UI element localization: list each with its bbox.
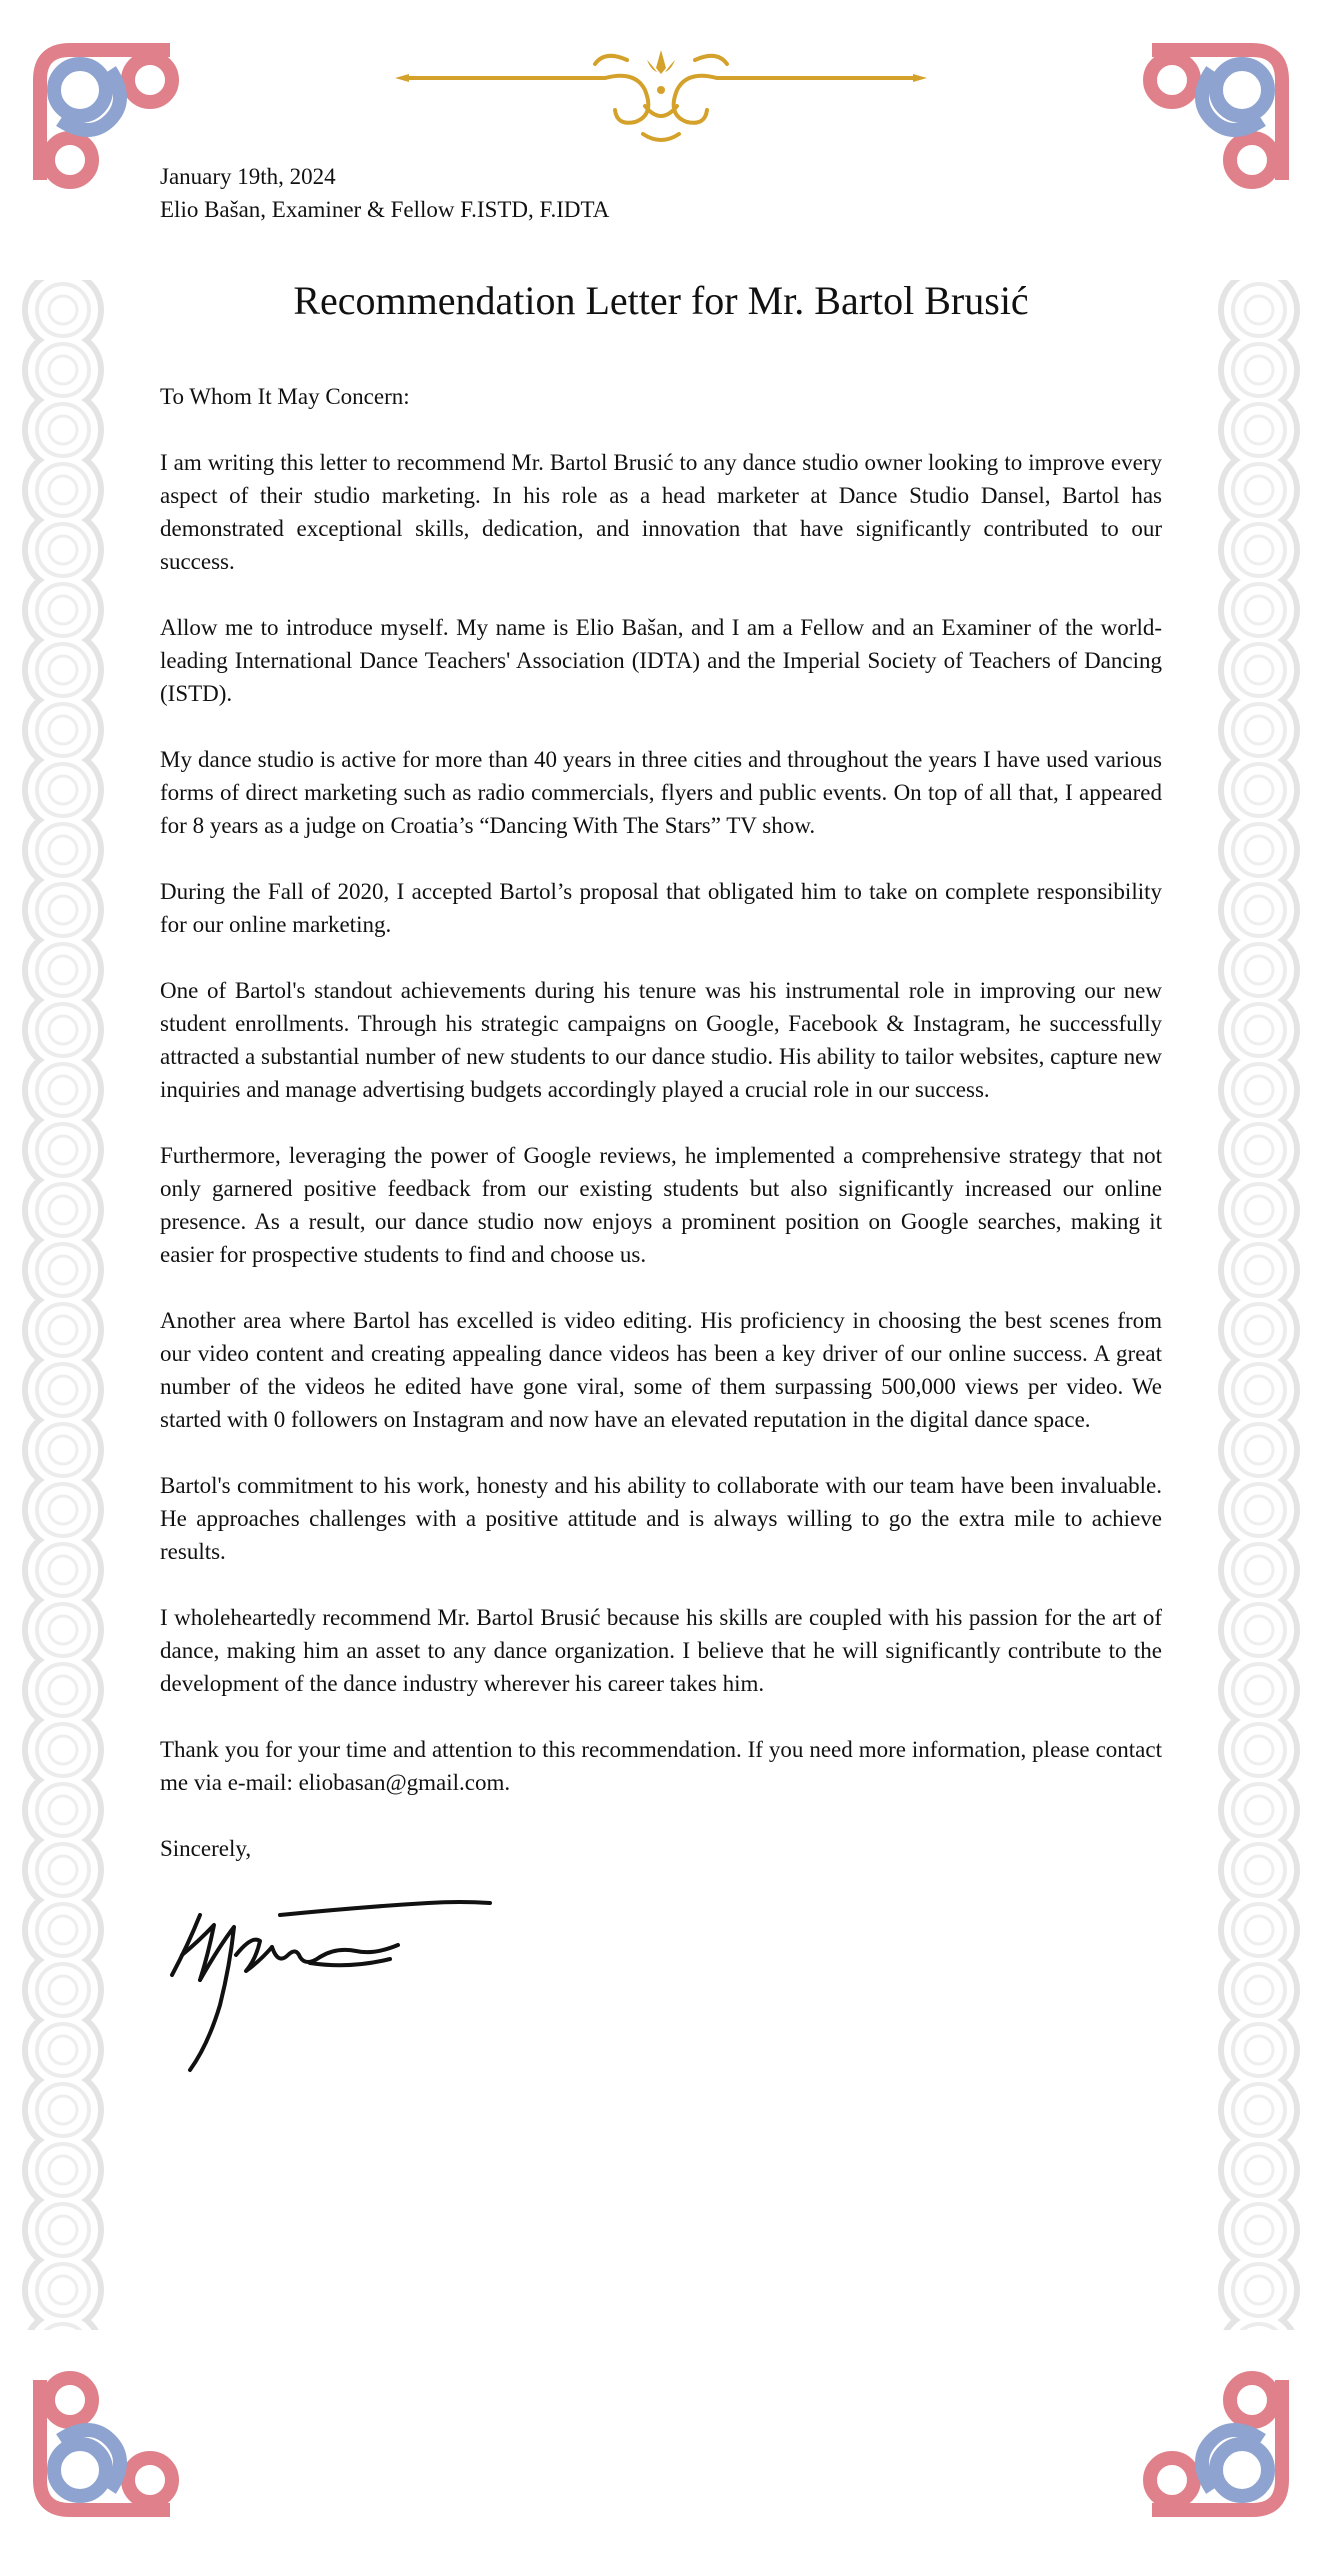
gold-flourish-icon: [395, 30, 927, 150]
paragraph: Bartol's commitment to his work, honesty and his ability to collaborate with our team have been invaluable. He approaches challenges with a positive attitude and is always willing to go the extra mile to achieve results.: [160, 1473, 1162, 1564]
paragraph: Another area where Bartol has excelled is video editing. His proficiency in choosing the best scenes from our video content and creating appealing dance videos has been a key driver of our online success. A great number of the videos he edited have gone viral, some of them surpassing 500,000 views per video. We started with 0 followers on Instagram and now have an elevated reputation in the digital dance space.: [160, 1308, 1162, 1432]
letter-title: Recommendation Letter for Mr. Bartol Brusić: [293, 278, 1029, 323]
salutation: To Whom It May Concern:: [160, 384, 410, 409]
author-line: Elio Bašan, Examiner & Fellow F.ISTD, F.IDTA: [160, 197, 610, 222]
paragraph: Furthermore, leveraging the power of Google reviews, he implemented a comprehensive strategy that not only garnered positive feedback from our existing students but also significantly increased our online presence. As a result, our dance studio now enjoys a prominent position on Google searches, making it easier for prospective students to find and choose us.: [160, 1143, 1162, 1267]
right-interlace-border: [1204, 280, 1314, 2330]
letter-header: [160, 160, 1160, 226]
corner-ornament-bottom-left-icon: [20, 2350, 200, 2530]
signature-icon: [160, 1885, 520, 2085]
paragraph: My dance studio is active for more than 40 years in three cities and throughout the years I have used various forms of direct marketing such as radio commercials, flyers and public events. On top of all that, I appeared for 8 years as a judge on Croatia’s “Dancing With The Stars” TV show.: [160, 747, 1162, 838]
paragraph: Allow me to introduce myself. My name is Elio Bašan, and I am a Fellow and an Examiner of the world-leading International Dance Teachers' Association (IDTA) and the Imperial Society of Teachers of Dancing (ISTD).: [160, 615, 1162, 706]
closing: Sincerely,: [160, 1836, 252, 1861]
corner-ornament-bottom-right-icon: [1122, 2350, 1302, 2530]
letter-date: January 19th, 2024: [160, 164, 336, 189]
letter-body: [160, 380, 1162, 2085]
paragraph: During the Fall of 2020, I accepted Bartol’s proposal that obligated him to take on complete responsibility for our online marketing.: [160, 879, 1162, 937]
paragraph: I am writing this letter to recommend Mr. Bartol Brusić to any dance studio owner looking to improve every aspect of their studio marketing. In his role as a head marketer at Dance Studio Dansel, Bartol has demonstrated exceptional skills, dedication, and innovation that have significantly contributed to our success.: [160, 450, 1162, 574]
left-interlace-border: [8, 280, 118, 2330]
paragraph: Thank you for your time and attention to this recommendation. If you need more information, please contact me via e-mail: eliobasan@gmail.com.: [160, 1737, 1162, 1795]
paragraph: One of Bartol's standout achievements during his tenure was his instrumental role in improving our new student enrollments. Through his strategic campaigns on Google, Facebook & Instagram, he successfully attracted a substantial number of new students to our dance studio. His ability to tailor websites, capture new inquiries and manage advertising budgets accordingly played a crucial role in our success.: [160, 978, 1162, 1102]
paragraph: I wholeheartedly recommend Mr. Bartol Brusić because his skills are coupled with his passion for the art of dance, making him an asset to any dance organization. I believe that he will significantly contribute to the development of the dance industry wherever his career takes him.: [160, 1605, 1162, 1696]
